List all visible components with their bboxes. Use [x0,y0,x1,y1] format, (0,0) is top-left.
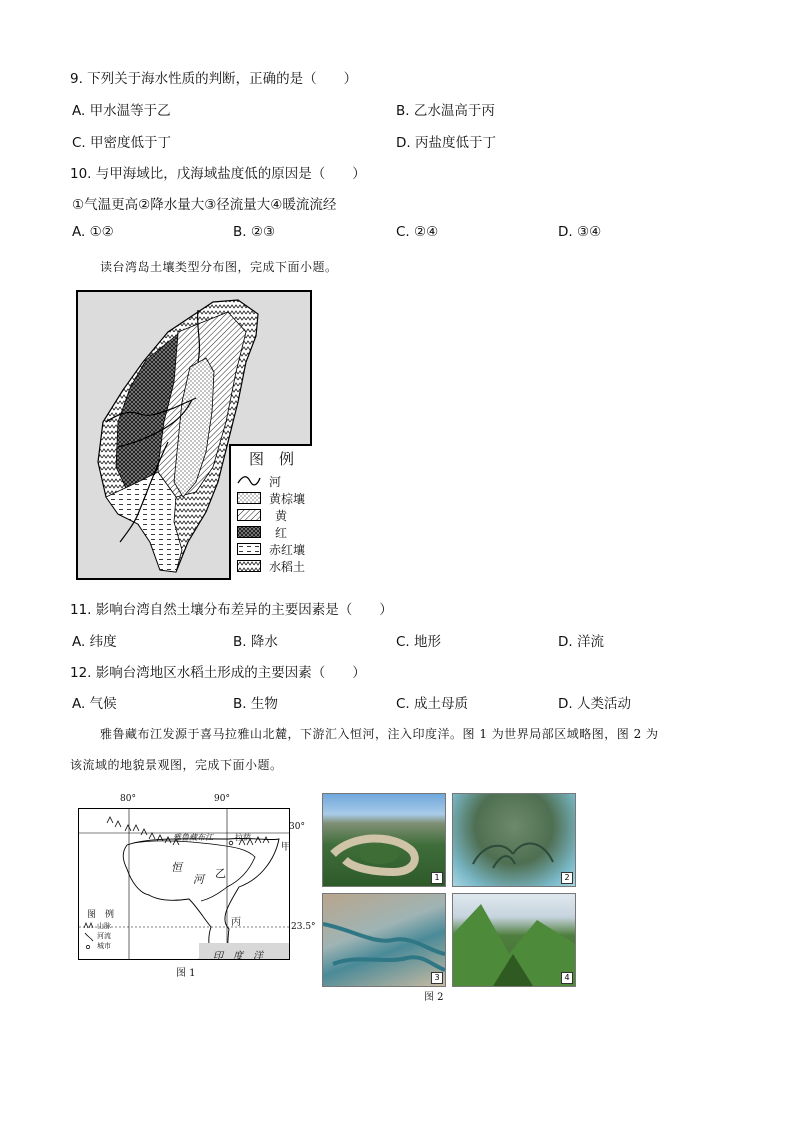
q9-option-c: C. 甲密度低于丁 [72,135,172,151]
figure-1-caption: 图 1 [176,968,196,979]
figure-1-map [78,794,318,980]
fig1-legend-title: 图 例 [87,910,115,920]
braided-river-graphic [323,894,445,986]
question-9-stem: 9. 下列关于海水性质的判断，正确的是（ ） [70,71,358,87]
taiwan-legend: 图 例 河 黄棕壤 黄 红 赤红壤 水稻土 [229,444,312,580]
heng-label: 恒 [171,861,182,874]
q12-option-d: D. 人类活动 [558,696,631,712]
q11-option-a: A. 纬度 [72,634,117,650]
figure-2-caption: 图 2 [424,992,444,1003]
landscape-photo-2 [452,793,576,887]
intro-taiwan: 读台湾岛土壤类型分布图，完成下面小题。 [100,260,338,274]
point-yi-label: 乙 [215,867,226,880]
legend-title: 图 例 [248,450,294,468]
lon-80-label: 80° [120,794,136,804]
q12-option-b: B. 生物 [233,696,278,712]
landscape-photo-1 [322,793,446,887]
legend-mountain: 山脉 [97,922,111,930]
he-label: 河 [193,873,204,886]
photo-2-badge: 2 [561,872,573,884]
dots-swatch-icon [237,492,261,504]
fig1-legend-symbols-icon [83,921,95,951]
q10-items: ①气温更高②降水量大③径流量大④暖流流经 [72,197,337,213]
point-bing-label: 丙 [231,917,241,928]
city-label: 拉萨 [235,833,251,842]
q9-option-a: A. 甲水温等于乙 [72,103,171,119]
q12-option-c: C. 成土母质 [396,696,469,712]
intro-yarlung-line2: 该流域的地貌景观图，完成下面小题。 [70,758,283,772]
q10-option-d: D. ③④ [558,224,602,240]
photo-3-badge: 3 [431,972,443,984]
landscape-photo-4 [452,893,576,987]
photo-1-badge: 1 [431,872,443,884]
q9-option-d: D. 丙盐度低于丁 [396,135,496,151]
taiwan-soil-map [76,290,312,580]
q10-option-b: B. ②③ [233,224,276,240]
valley-graphic [453,894,575,986]
zigzag-swatch-icon [237,560,261,572]
q11-option-d: D. 洋流 [558,634,604,650]
question-12-stem: 12. 影响台湾地区水稻土形成的主要因素（ ） [70,665,366,681]
ocean-label: 印 度 洋 [213,951,263,960]
q11-option-c: C. 地形 [396,634,442,650]
lat-23-5-label: 23.5° [291,922,316,932]
landscape-photo-3 [322,893,446,987]
q11-option-b: B. 降水 [233,634,278,650]
q10-option-c: C. ②④ [396,224,439,240]
q10-option-a: A. ①② [72,224,114,240]
river-label: 雅鲁藏布江 [173,833,213,842]
q9-option-b: B. 乙水温高于丙 [396,103,495,119]
figure-1-frame [78,808,290,960]
question-11-stem: 11. 影响台湾自然土壤分布差异的主要因素是（ ） [70,602,393,618]
legend-city: 城市 [97,942,111,950]
legend-river: 河流 [97,932,111,940]
dash-swatch-icon [237,543,261,555]
intro-yarlung-line1: 雅鲁藏布江发源于喜马拉雅山北麓，下游汇入恒河，注入印度洋。图 1 为世界局部区域略图，图 2 为 [100,727,659,741]
cross-swatch-icon [237,526,261,538]
question-10-stem: 10. 与甲海域比，戊海域盐度低的原因是（ ） [70,166,366,182]
delta-graphic [453,794,575,886]
lon-90-label: 90° [214,794,230,804]
q12-option-a: A. 气候 [72,696,117,712]
point-jia-label: 甲 [281,842,291,853]
lat-30-label: 30° [289,822,305,832]
fig1-legend [81,907,125,957]
photo-4-badge: 4 [561,972,573,984]
river-bend-graphic [323,794,445,886]
river-symbol-icon [237,474,261,488]
hatch-swatch-icon [237,509,261,521]
